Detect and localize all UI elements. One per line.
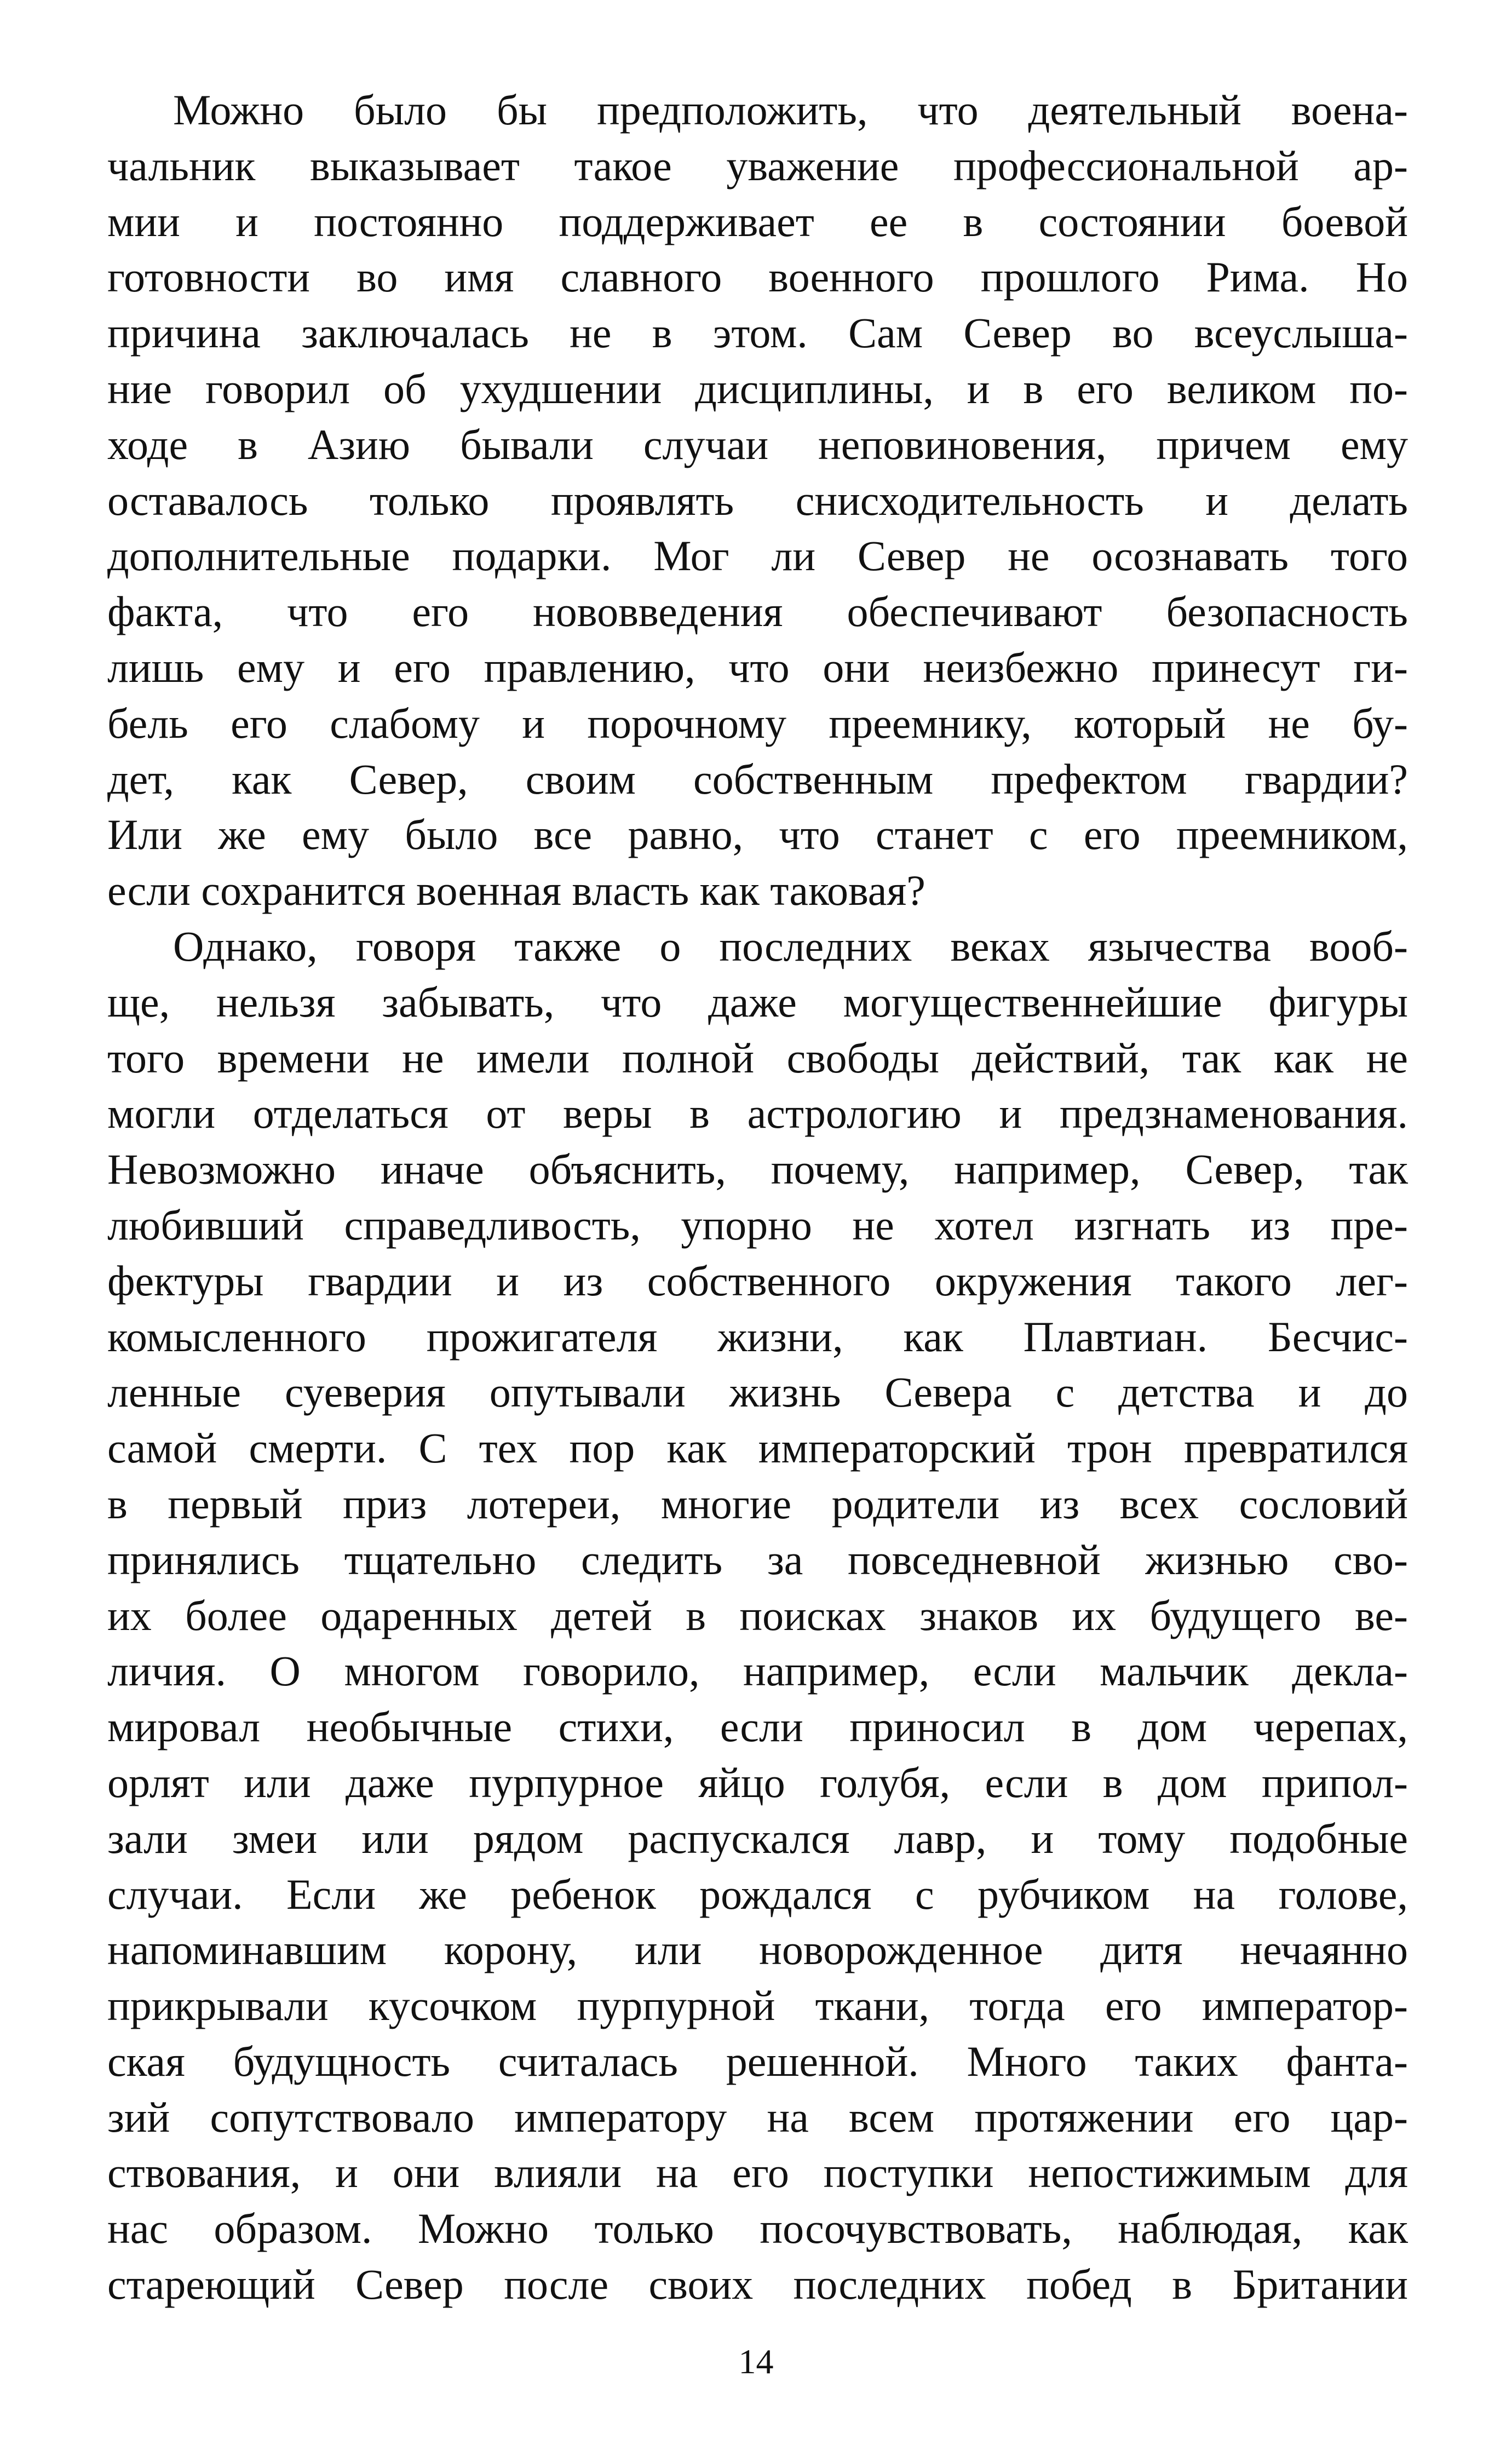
text-line: зали змеи или рядом распускался лавр, и тому подобные [107,1814,1408,1862]
text-line: могли отделаться от веры в астрологию и предзнаменования. [107,1089,1408,1138]
text-line: дополнительные подарки. Мог ли Север не осознавать того [107,532,1408,580]
text-line: стареющий Север после своих последних побед в Британии [107,2260,1408,2309]
text-line: напоминавшим корону, или новорожденное дитя нечаянно [107,1926,1408,1974]
text-line: зий сопутствовало императору на всем протяжении его цар- [107,2093,1408,2141]
text-line: ще, нельзя забывать, что даже могущественнейшие фигуры [107,978,1408,1026]
text-line: комысленного прожигателя жизни, как Плавтиан. Бесчис- [107,1312,1408,1361]
text-line: принялись тщательно следить за повседневной жизнью сво- [107,1535,1408,1583]
text-line: ская будущность считалась решенной. Много таких фанта- [107,2037,1408,2085]
text-line: ленные суеверия опутывали жизнь Севера с детства и до [107,1368,1408,1416]
text-line: дет, как Север, своим собственным префектом гвардии? [107,755,1408,803]
text-line: бель его слабому и порочному преемнику, который не бу- [107,699,1408,747]
paragraph-2 [107,919,1408,2312]
text-line: их более одаренных детей в поисках знаков их будущего ве- [107,1591,1408,1639]
text-line: личия. О многом говорило, например, если мальчик декла- [107,1647,1408,1695]
text-line: фектуры гвардии и из собственного окружения такого лег- [107,1256,1408,1305]
text-line: Невозможно иначе объяснить, почему, например, Север, так [107,1145,1408,1193]
text-line: готовности во имя славного военного прошлого Рима. Но [107,253,1408,301]
text-line: мии и постоянно поддерживает ее в состоянии боевой [107,197,1408,245]
text-line: если сохранится военная власть как таковая? [107,866,925,915]
text-line: орлят или даже пурпурное яйцо голубя, если в дом припол- [107,1758,1408,1806]
text-line: Можно было бы предположить, что деятельный военa- [173,86,1408,134]
text-line: Однако, говоря также о последних веках язычества вооб- [173,922,1408,970]
page-number: 14 [738,2342,774,2381]
text-line: случаи. Если же ребенок рождался с рубчиком на голове, [107,1870,1408,1918]
text-line: самой смерти. С тех пор как императорский трон превратился [107,1424,1408,1472]
text-line: Или же ему было все равно, что станет с его преемником, [107,811,1408,859]
text-line: ствования, и они влияли на его поступки непостижимым для [107,2149,1408,2197]
text-line: того времени не имели полной свободы действий, так как не [107,1034,1408,1082]
text-line: лишь ему и его правлению, что они неизбежно принесут ги- [107,643,1408,691]
page-text [107,82,1408,2312]
text-line: причина заключалась не в этом. Сам Север во всеуслыша- [107,309,1408,357]
text-line: мировал необычные стихи, если приносил в дом черепах, [107,1703,1408,1751]
text-line: ходе в Азию бывали случаи неповиновения, причем ему [107,420,1408,468]
text-line: чальник выказывает такое уважение профессиональной ар- [107,141,1408,190]
text-line: оставалось только проявлять снисходительность и делать [107,476,1408,524]
text-line: в первый приз лотереи, многие родители из всех сословий [107,1479,1408,1528]
text-line: прикрывали кусочком пурпурной ткани, тогда его император- [107,1982,1408,2030]
paragraph-1 [107,82,1408,919]
text-line: ние говорил об ухудшении дисциплины, и в его великом по- [107,364,1408,412]
text-line: нас образом. Можно только посочувствовать, наблюдая, как [107,2205,1408,2253]
text-line: факта, что его нововведения обеспечивают безопасность [107,588,1408,636]
text-line: любивший справедливость, упорно не хотел изгнать из пре- [107,1201,1408,1249]
